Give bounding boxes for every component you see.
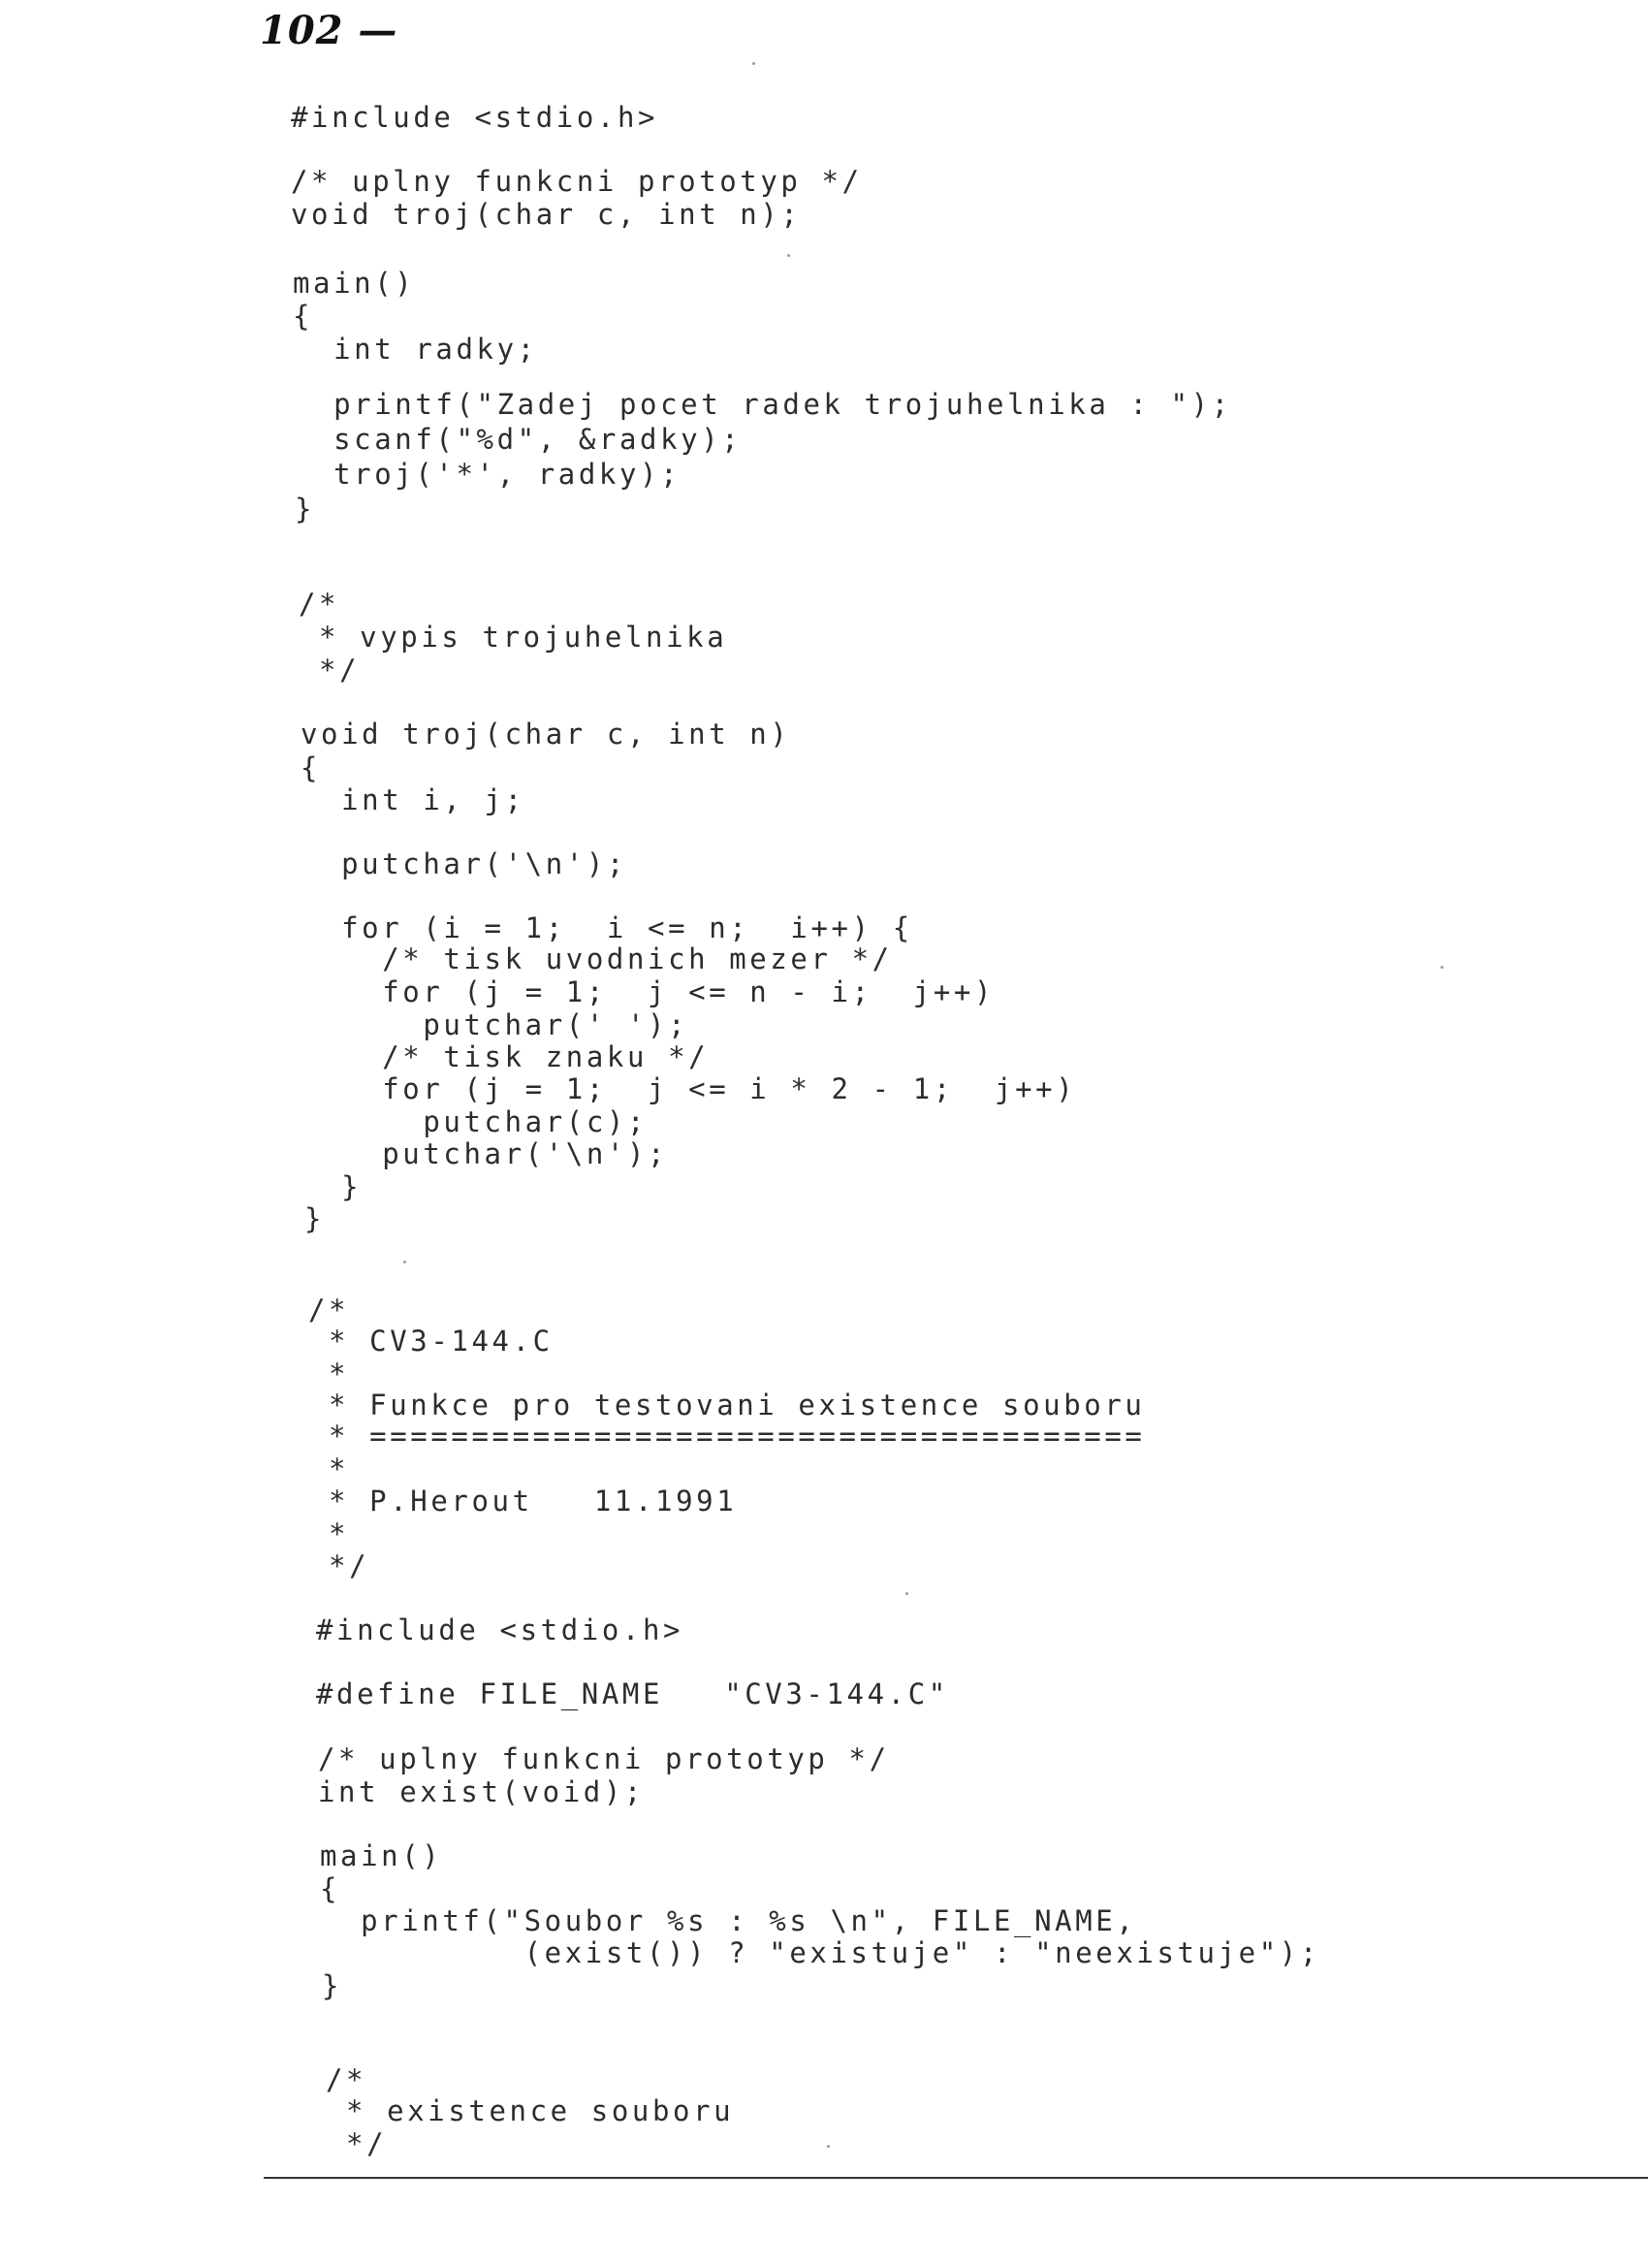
code-line: int i, j; xyxy=(301,783,525,816)
code-line: */ xyxy=(299,654,361,687)
code-line: void troj(char c, int n); xyxy=(291,198,802,231)
code-line: /* xyxy=(326,2063,367,2096)
scan-speck xyxy=(752,62,755,65)
code-line: (exist()) ? "existuje" : "neexistuje"); xyxy=(320,1936,1320,1969)
code-line: main() xyxy=(293,267,416,300)
code-line: { xyxy=(301,751,322,784)
code-line: for (i = 1; i <= n; i++) { xyxy=(301,911,913,944)
scan-speck xyxy=(827,2145,830,2148)
code-line: * P.Herout 11.1991 xyxy=(308,1485,738,1517)
code-line: /* xyxy=(308,1294,350,1326)
code-line: { xyxy=(320,1872,341,1905)
code-line: { xyxy=(293,300,314,333)
code-line: * ====================================== xyxy=(308,1420,1146,1453)
code-line: /* tisk znaku */ xyxy=(301,1040,710,1073)
scan-speck xyxy=(787,254,790,257)
code-line: int radky; xyxy=(293,333,538,366)
code-line: * xyxy=(308,1358,350,1390)
scan-speck xyxy=(1441,966,1443,969)
code-line: putchar('\n'); xyxy=(301,1137,669,1170)
code-line: #define FILE_NAME "CV3-144.C" xyxy=(316,1677,949,1710)
code-line: * CV3-144.C xyxy=(308,1325,554,1358)
code-line: /* uplny funkcni prototyp */ xyxy=(291,165,863,198)
code-line: } xyxy=(322,1969,343,2002)
code-line: for (j = 1; j <= n - i; j++) xyxy=(301,975,996,1008)
scan-speck xyxy=(905,1592,908,1595)
code-line: int exist(void); xyxy=(318,1775,645,1808)
code-line: printf("Soubor %s : %s \n", FILE_NAME, xyxy=(320,1904,1137,1937)
code-line: #include <stdio.h> xyxy=(291,101,659,134)
code-line: * existence souboru xyxy=(326,2094,735,2127)
code-line: troj('*', radky); xyxy=(293,458,681,491)
code-line: * xyxy=(308,1453,350,1485)
code-line: scanf("%d", &radky); xyxy=(293,423,743,456)
code-line: for (j = 1; j <= i * 2 - 1; j++) xyxy=(301,1072,1077,1105)
code-line: /* xyxy=(299,588,340,621)
code-line: * xyxy=(308,1517,350,1550)
code-line: putchar(c); xyxy=(301,1105,649,1138)
code-line: /* tisk uvodnich mezer */ xyxy=(301,942,893,975)
page-number: 102 — xyxy=(260,8,398,53)
code-line: * Funkce pro testovani existence souboru xyxy=(308,1389,1146,1421)
code-line: main() xyxy=(320,1839,443,1872)
code-line: printf("Zadej pocet radek trojuhelnika : "); xyxy=(293,388,1232,421)
code-line: /* uplny funkcni prototyp */ xyxy=(318,1742,890,1775)
code-line: */ xyxy=(308,1549,370,1582)
scan-speck xyxy=(403,1261,406,1263)
code-line: */ xyxy=(326,2127,388,2160)
code-line: } xyxy=(295,493,316,526)
bottom-rule xyxy=(264,2177,1648,2179)
code-line: * vypis trojuhelnika xyxy=(299,621,728,654)
code-line: #include <stdio.h> xyxy=(316,1613,684,1646)
code-line: } xyxy=(301,1170,363,1203)
code-line: putchar('\n'); xyxy=(301,847,627,880)
code-line: } xyxy=(304,1202,326,1235)
code-line: void troj(char c, int n) xyxy=(301,718,791,751)
code-line: putchar(' '); xyxy=(301,1008,689,1041)
